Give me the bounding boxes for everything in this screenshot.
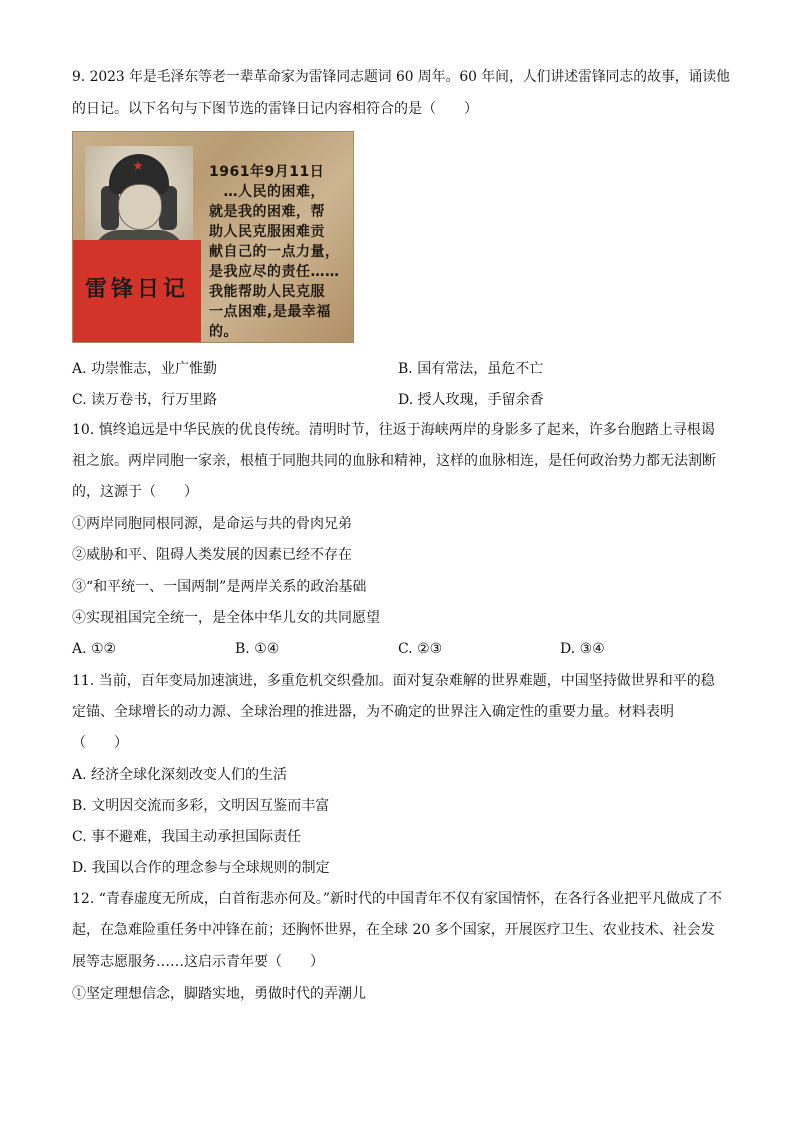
q11-option-a[interactable]: A. 经济全球化深刻改变人们的生活: [72, 767, 288, 783]
q12-stem-line-1: 12. “青春虚度无所成，白首衔悲亦何及。”新时代的中国青年不仅有家国情怀，在各行各业把平凡做成了不: [72, 891, 723, 907]
q10-statement-1: ①两岸同胞同根同源，是命运与共的骨肉兄弟: [72, 516, 352, 532]
q10-option-c[interactable]: C. ②③: [398, 641, 443, 657]
diary-line: 一点困难,是最幸福: [209, 304, 331, 320]
q10-option-a[interactable]: A. ①②: [72, 641, 117, 657]
q10-option-d[interactable]: D. ③④: [560, 641, 605, 657]
diary-line: 献自己的一点力量，: [209, 244, 340, 260]
diary-line: 的。: [209, 324, 238, 340]
q10-stem-line-2: 祖之旅。两岸同胞一家亲，根植于同胞共同的血脉和精神，这样的血脉相连，是任何政治势力都无法割断: [72, 453, 716, 469]
q10-statement-4: ④实现祖国完全统一，是全体中华儿女的共同愿望: [72, 610, 380, 626]
q9-stem-line-1: 9. 2023 年是毛泽东等老一辈革命家为雷锋同志题词 60 周年。60 年间，人们讲述雷锋同志的故事，诵读他: [72, 69, 730, 85]
diary-line: …人民的困难，: [209, 184, 325, 200]
diary-line: 是我应尽的责任……: [209, 264, 340, 280]
banner-title: 雷锋日记: [84, 276, 189, 302]
q12-stem-line-3: 展等志愿服务……这启示青年要（ ）: [72, 954, 324, 970]
q9-option-b[interactable]: B. 国有常法，虽危不亡: [398, 361, 544, 377]
q10-statement-3: ③“和平统一、一国两制”是两岸关系的政治基础: [72, 579, 367, 595]
q9-stem-line-2: 的日记。以下名句与下图节选的雷锋日记内容相符合的是（ ）: [72, 101, 478, 117]
face: [118, 184, 162, 230]
q9-option-a[interactable]: A. 功崇惟志，业广惟勤: [72, 361, 218, 377]
diary-line: 我能帮助人民克服: [209, 284, 325, 300]
diary-line: 1961年9月11日: [209, 164, 325, 180]
q11-option-b[interactable]: B. 文明因交流而多彩，文明因互鉴而丰富: [72, 798, 330, 814]
q10-stem-line-3: 的，这源于（ ）: [72, 484, 198, 500]
red-star-icon: ★: [132, 159, 144, 174]
q12-stem-line-2: 起，在急难险重任务中冲锋在前；还胸怀世界，在全球 20 多个国家，开展医疗卫生、农业技术、社会发: [72, 922, 715, 938]
q10-stem-line-1: 10. 慎终追远是中华民族的优良传统。清明时节，往返于海峡两岸的身影多了起来，许多台胞踏上寻根谒: [72, 422, 715, 438]
q11-stem-line-2: 定锚、全球增长的动力源、全球治理的推进器，为不确定的世界注入确定性的重要力量。材料表明: [72, 704, 674, 720]
q9-option-d[interactable]: D. 授人玫瑰，手留余香: [398, 392, 544, 408]
q10-option-b[interactable]: B. ①④: [235, 641, 280, 657]
q11-option-c[interactable]: C. 事不避难，我国主动承担国际责任: [72, 829, 302, 845]
q11-stem-line-3: （ ）: [72, 735, 128, 751]
diary-line: 就是我的困难，帮: [209, 204, 325, 220]
diary-line: 助人民克服困难贡: [209, 224, 325, 240]
lei-feng-diary-image: [72, 131, 354, 343]
q9-option-c[interactable]: C. 读万卷书，行万里路: [72, 392, 218, 408]
q10-statement-2: ②威胁和平、阻碍人类发展的因素已经不存在: [72, 547, 352, 563]
q11-stem-line-1: 11. 当前，百年变局加速演进，多重危机交织叠加。面对复杂难解的世界难题，中国坚持做世界和平的稳: [72, 673, 715, 689]
q12-statement-1: ①坚定理想信念，脚踏实地，勇做时代的弄潮儿: [72, 986, 366, 1002]
q11-option-d[interactable]: D. 我国以合作的理念参与全球规则的制定: [72, 860, 330, 876]
diary-excerpt: [205, 158, 349, 338]
